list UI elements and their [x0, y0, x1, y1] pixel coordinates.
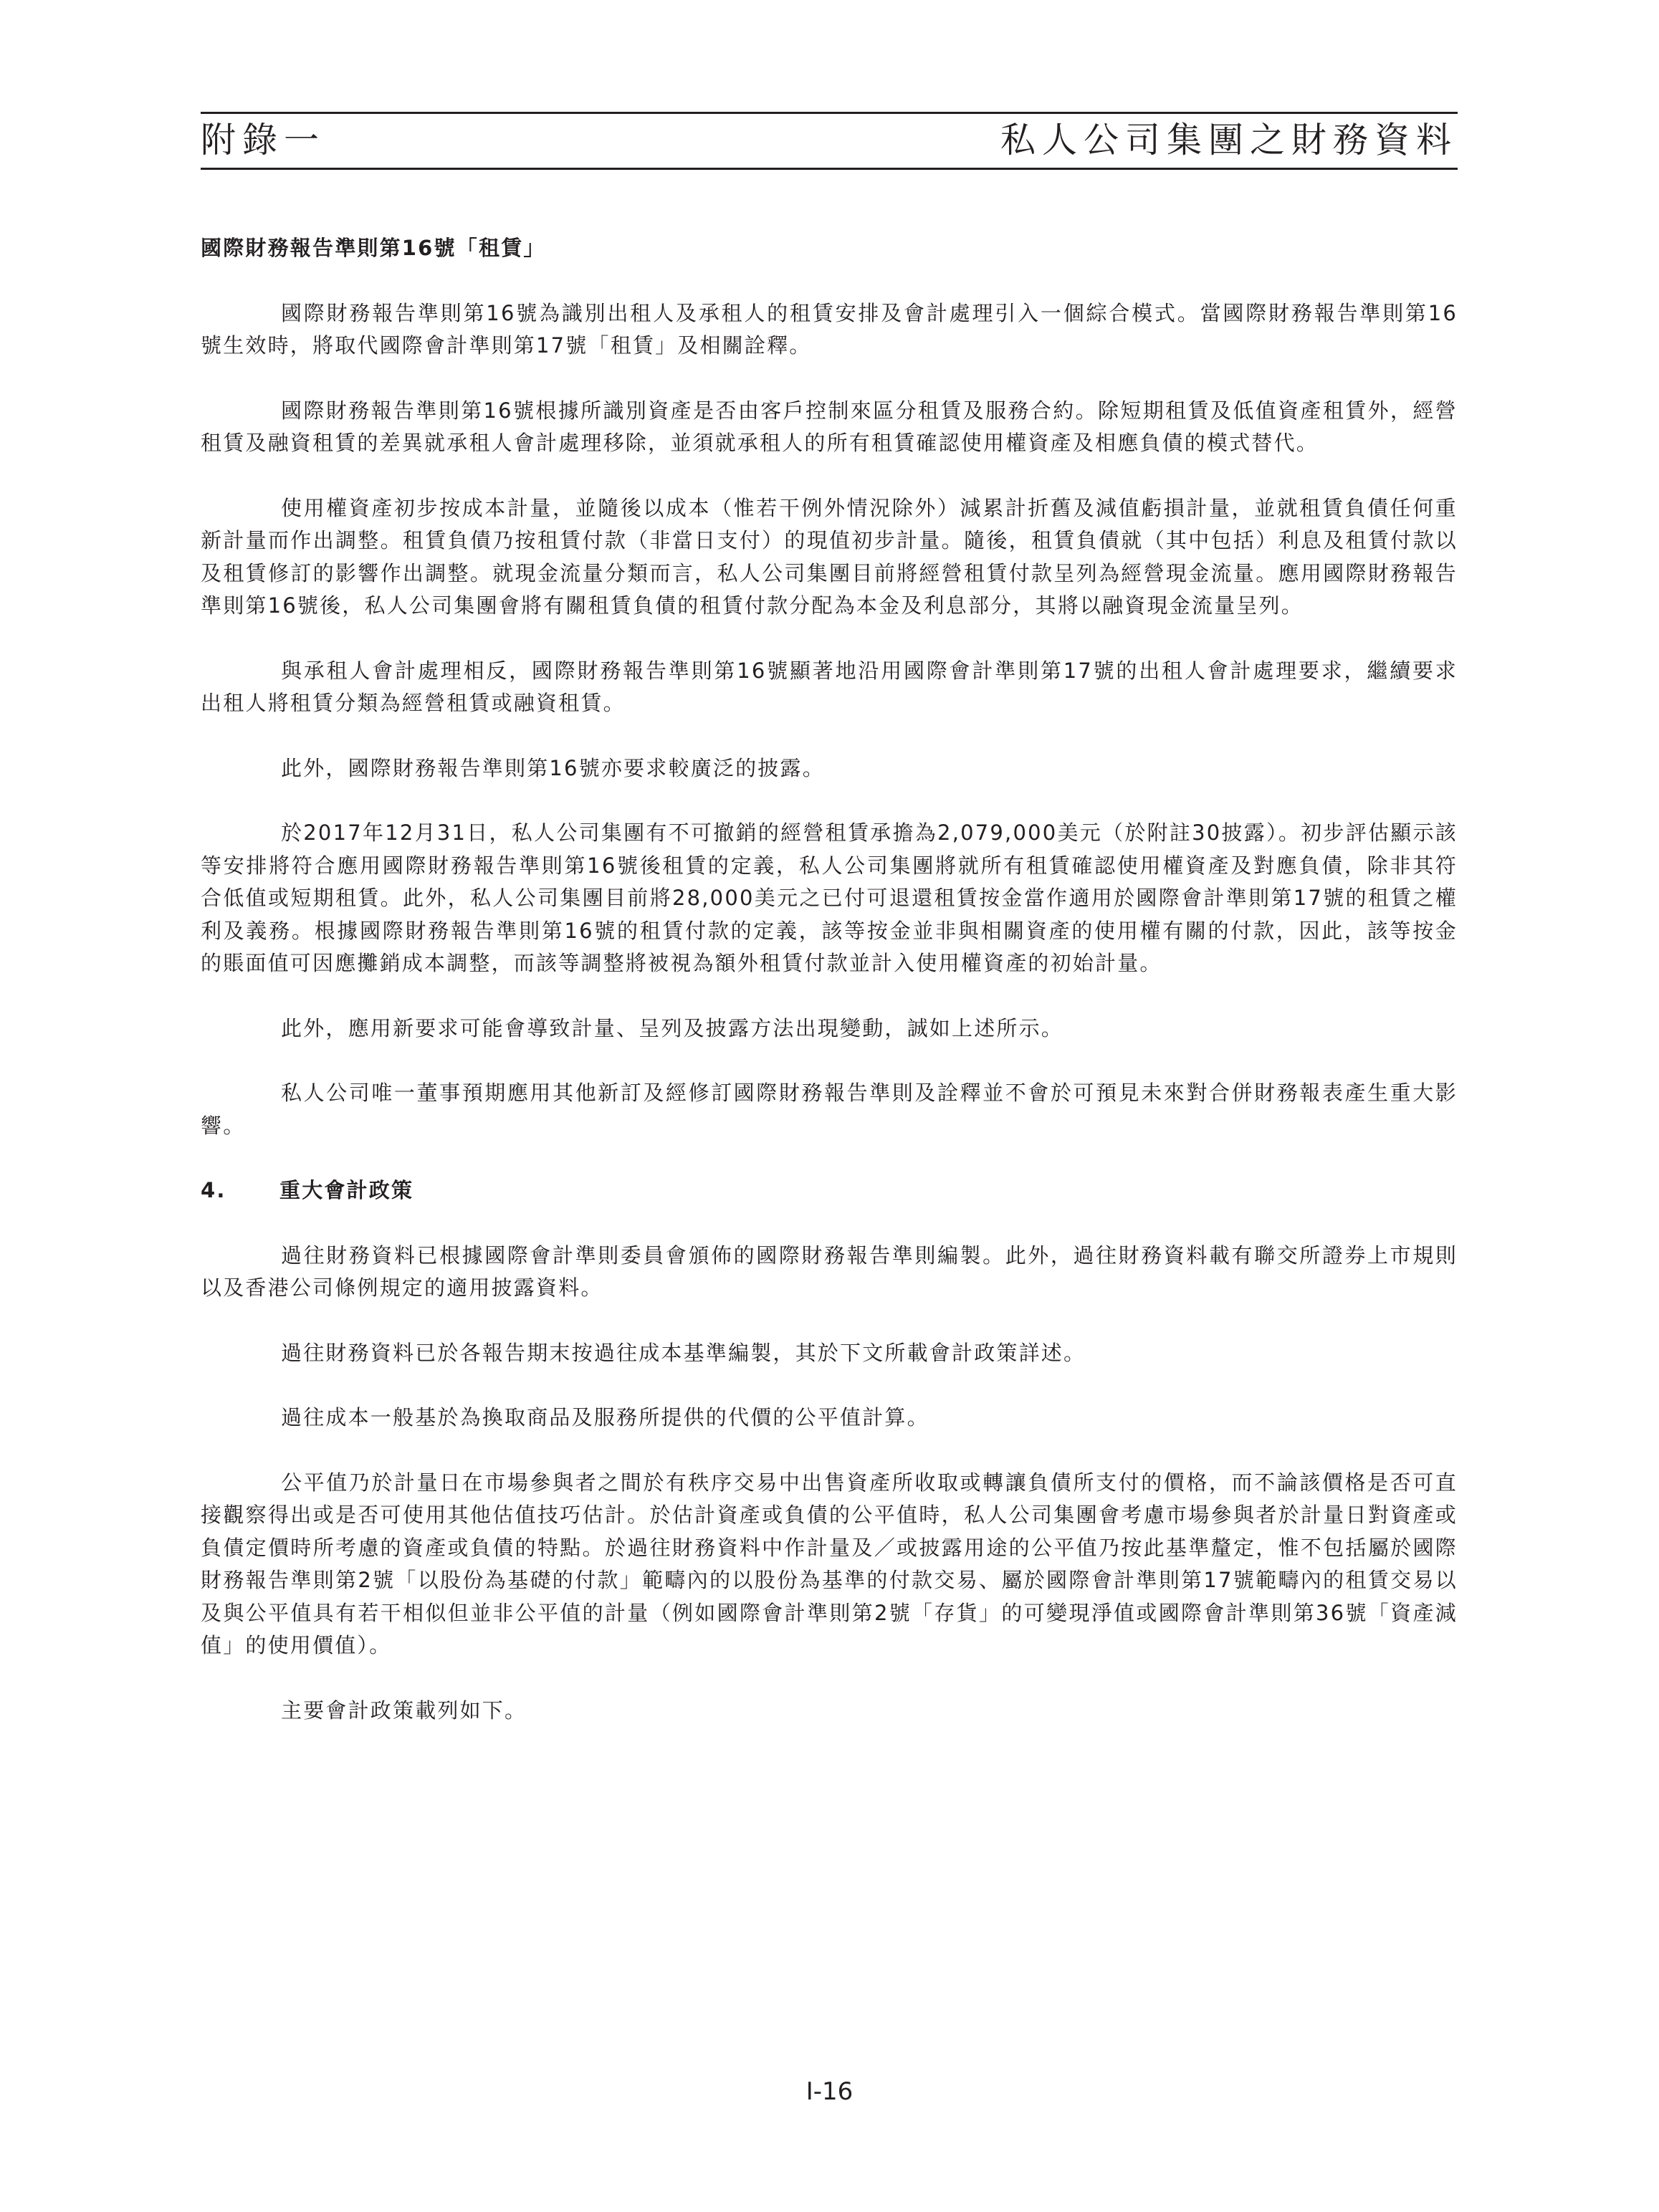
ifrs16-paragraph-2: 國際財務報告準則第16號根據所識別資產是否由客戶控制來區分租賃及服務合約。除短期租賃及低值資產租賃外，經營租賃及融資租賃的差異就承租人會計處理移除，並須就承租人的所有租賃確認使用權資產及相應負債的模式替代。	[201, 398, 1458, 455]
section-4-title: 重大會計政策	[279, 1178, 414, 1202]
header-bottom-rule	[201, 168, 1458, 170]
ifrs16-paragraph-6: 於2017年12月31日，私人公司集團有不可撤銷的經營租賃承擔為2,079,000美元（於附註30披露）。初步評估顯示該等安排將符合應用國際財務報告準則第16號後租賃的定義，私人公司集團將就所有租賃確認使用權資產及對應負債，除非其符合低值或短期租賃。此外，私人公司集團目前將28,000美元之已付可退還租賃按金當作適用於國際會計準則第17號的租賃之權利及義務。根據國際財務報告準則第16號的租賃付款的定義，該等按金並非與相關資產的使用權有關的付款，因此，該等按金的賬面值可因應攤銷成本調整，而該等調整將被視為額外租賃付款並計入使用權資產的初始計量。	[201, 820, 1458, 975]
ifrs16-paragraph-4: 與承租人會計處理相反，國際財務報告準則第16號顯著地沿用國際會計準則第17號的出租人會計處理要求，繼續要求出租人將租賃分類為經營租賃或融資租賃。	[201, 658, 1458, 715]
section-4-paragraph-3: 過往成本一般基於為換取商品及服務所提供的代價的公平值計算。	[281, 1405, 929, 1430]
ifrs16-heading: 國際財務報告準則第16號「租賃」	[201, 236, 546, 260]
section-4-paragraph-5: 主要會計政策載列如下。	[281, 1698, 527, 1723]
ifrs16-paragraph-8: 私人公司唯一董事預期應用其他新訂及經修訂國際財務報告準則及詮釋並不會於可預見未來對合併財務報表產生重大影響。	[201, 1081, 1458, 1138]
ifrs16-paragraph-1: 國際財務報告準則第16號為識別出租人及承租人的租賃安排及會計處理引入一個綜合模式。當國際財務報告準則第16號生效時，將取代國際會計準則第17號「租賃」及相關詮釋。	[201, 300, 1458, 358]
page-number: I-16	[805, 2077, 854, 2106]
page-body	[201, 232, 1458, 1727]
ifrs16-paragraph-3: 使用權資產初步按成本計量，並隨後以成本（惟若干例外情況除外）減累計折舊及減值虧損計量，並就租賃負債任何重新計量而作出調整。租賃負債乃按租賃付款（非當日支付）的現值初步計量。隨後，租賃負債就（其中包括）利息及租賃付款以及租賃修訂的影響作出調整。就現金流量分類而言，私人公司集團目前將經營租賃付款呈列為經營現金流量。應用國際財務報告準則第16號後，私人公司集團會將有關租賃負債的租賃付款分配為本金及利息部分，其將以融資現金流量呈列。	[201, 495, 1458, 618]
appendix-label: 附錄一	[201, 120, 326, 161]
ifrs16-paragraph-7: 此外，應用新要求可能會導致計量、呈列及披露方法出現變動，誠如上述所示。	[281, 1015, 1064, 1040]
section-title: 私人公司集團之財務資料	[1000, 120, 1458, 161]
section-4-number: 4.	[201, 1178, 226, 1202]
section-4-heading	[201, 1174, 1458, 1207]
section-4-paragraph-4: 公平值乃於計量日在市場參與者之間於有秩序交易中出售資產所收取或轉讓負債所支付的價格，而不論該價格是否可直接觀察得出或是否可使用其他估值技巧估計。於估計資產或負債的公平值時，私人公司集團會考慮市場參與者於計量日對資產或負債定價時所考慮的資產或負債的特點。於過往財務資料中作計量及／或披露用途的公平值乃按此基準釐定，惟不包括屬於國際財務報告準則第2號「以股份為基礎的付款」範疇內的以股份為基準的付款交易、屬於國際會計準則第17號範疇內的租賃交易以及與公平值具有若干相似但並非公平值的計量（例如國際會計準則第2號「存貨」的可變現淨值或國際會計準則第36號「資產減值」的使用價值）。	[201, 1470, 1458, 1657]
ifrs16-paragraph-5: 此外，國際財務報告準則第16號亦要求較廣泛的披露。	[281, 755, 825, 780]
header-top-rule	[201, 112, 1458, 114]
section-4-paragraph-1: 過往財務資料已根據國際會計準則委員會頒佈的國際財務報告準則編製。此外，過往財務資料載有聯交所證券上市規則以及香港公司條例規定的適用披露資料。	[201, 1243, 1458, 1300]
section-4-paragraph-2: 過往財務資料已於各報告期末按過往成本基準編製，其於下文所載會計政策詳述。	[281, 1340, 1086, 1365]
